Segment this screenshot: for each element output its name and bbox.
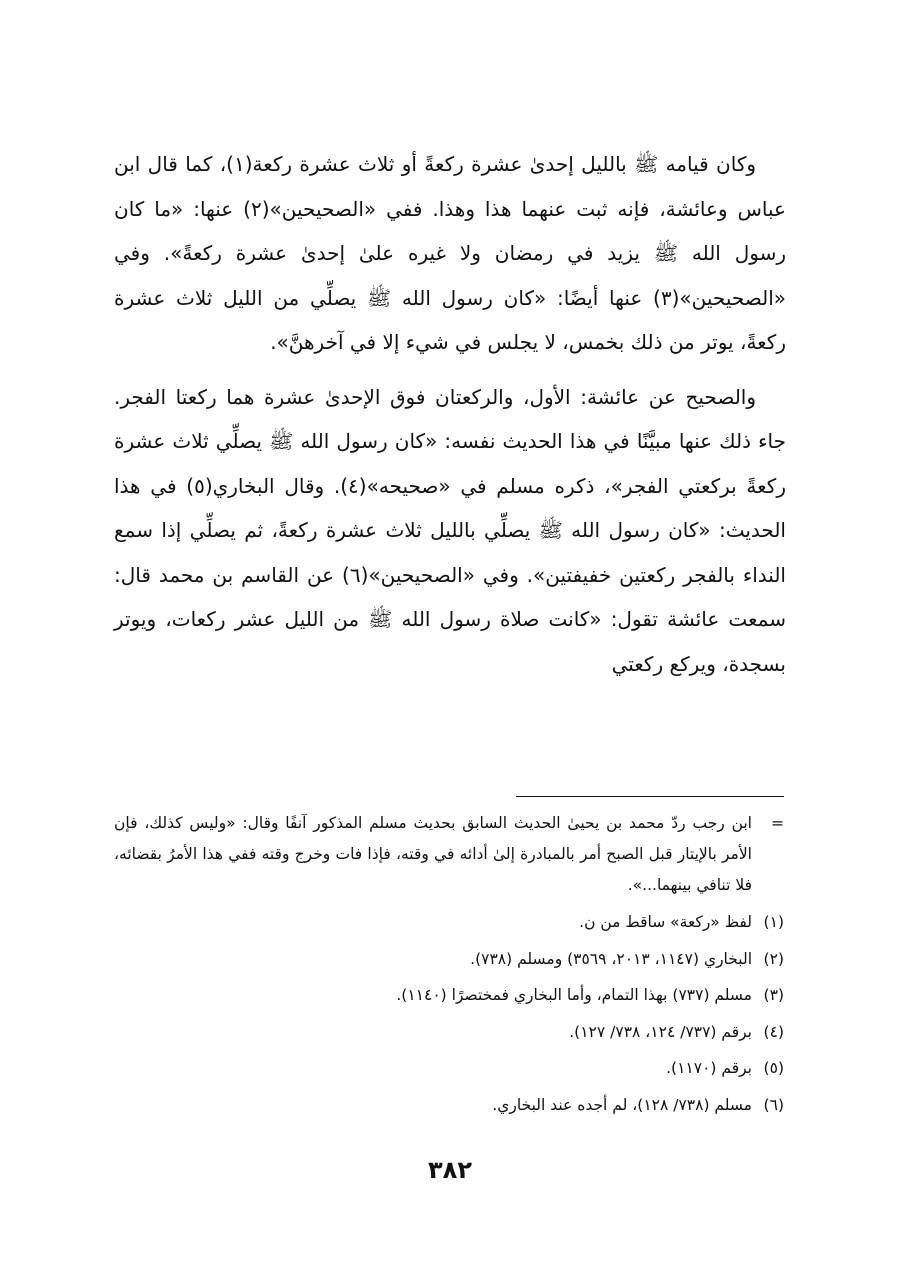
footnote-text: مسلم (٧٣٨/ ١٢٨)، لم أجده عند البخاري. <box>492 1095 752 1114</box>
footnote-separator <box>516 796 784 797</box>
footnote-text: ابن رجب ردّ محمد بن يحيىٰ الحديث السابق بحديث مسلم المذكور آنفًا وقال: «وليس كذلك، فإن الأمر بالإيتار قبل الصبح أمر بالمبادرة إلىٰ أدائه في وقته، فإذا فات وخرج وقته ففي هذا الأمرُ بقضائه، فلا تنافي بينهما...». <box>114 814 752 894</box>
footnote-item <box>114 941 786 978</box>
footnote-item <box>114 1050 786 1087</box>
continuation-mark: = <box>771 814 784 832</box>
footnote-number: (٥) <box>763 1059 784 1077</box>
footnote-number: (٤) <box>763 1022 784 1041</box>
footnote-continuation <box>114 808 786 901</box>
footnote-item <box>114 977 786 1014</box>
footnote-text: برقم (٧٣٧/ ١٢٤، ٧٣٨/ ١٢٧). <box>569 1022 752 1041</box>
paragraph: وكان قيامه ﷺ بالليل إحدىٰ عشرة ركعةً أو ثلاث عشرة ركعة(١)، كما قال ابن عباس وعائشة، فإنه ثبت عنهما هذا وهذا. ففي «الصحيحين»(٢) عنها: «ما كان رسول الله ﷺ يزيد في رمضان ولا غيره علىٰ إحدىٰ عشرة ركعةً». وفي «الصحيحين»(٣) عنها أيضًا: «كان رسول الله ﷺ يصلِّي من الليل ثلاث عشرة ركعةً، يوتر من ذلك بخمس، لا يجلس في شيء إلا في آخرهنَّ». <box>114 152 786 354</box>
footnote-number: (٣) <box>763 986 784 1004</box>
footnote-item <box>114 1087 786 1124</box>
footnote-number: (١) <box>763 913 784 931</box>
footnote-text: لفظ «ركعة» ساقط من ن. <box>579 913 752 931</box>
footnote-number: (٦) <box>763 1095 784 1114</box>
footnotes <box>114 808 786 1123</box>
footnote-item <box>114 904 786 941</box>
footnote-text: مسلم (٧٣٧) بهذا التمام، وأما البخاري فمختصرًا (١١٤٠). <box>396 986 752 1004</box>
main-text <box>114 142 786 686</box>
footnote-item <box>114 1014 786 1051</box>
footnote-text: برقم (١١٧٠). <box>666 1059 752 1077</box>
page-number: ٣٨٢ <box>428 1156 472 1184</box>
footnote-text: البخاري (١١٤٧، ٢٠١٣، ٣٥٦٩) ومسلم (٧٣٨). <box>470 949 752 968</box>
paragraph: والصحيح عن عائشة: الأول، والركعتان فوق الإحدىٰ عشرة هما ركعتا الفجر. جاء ذلك عنها مبيَّنًا في هذا الحديث نفسه: «كان رسول الله ﷺ يصلِّي ثلاث عشرة ركعةً بركعتي الفجر»، ذكره مسلم في «صحيحه»(٤). وقال البخاري(٥) في هذا الحديث: «كان رسول الله ﷺ يصلِّي بالليل ثلاث عشرة ركعةً، ثم يصلِّي إذا سمع النداء بالفجر ركعتين خفيفتين». وفي «الصحيحين»(٦) عن القاسم بن محمد قال: سمعت عائشة تقول: «كانت صلاة رسول الله ﷺ من الليل عشر ركعات، ويوتر بسجدة، ويركع ركعتي <box>114 384 786 676</box>
footnote-number: (٢) <box>763 949 784 968</box>
